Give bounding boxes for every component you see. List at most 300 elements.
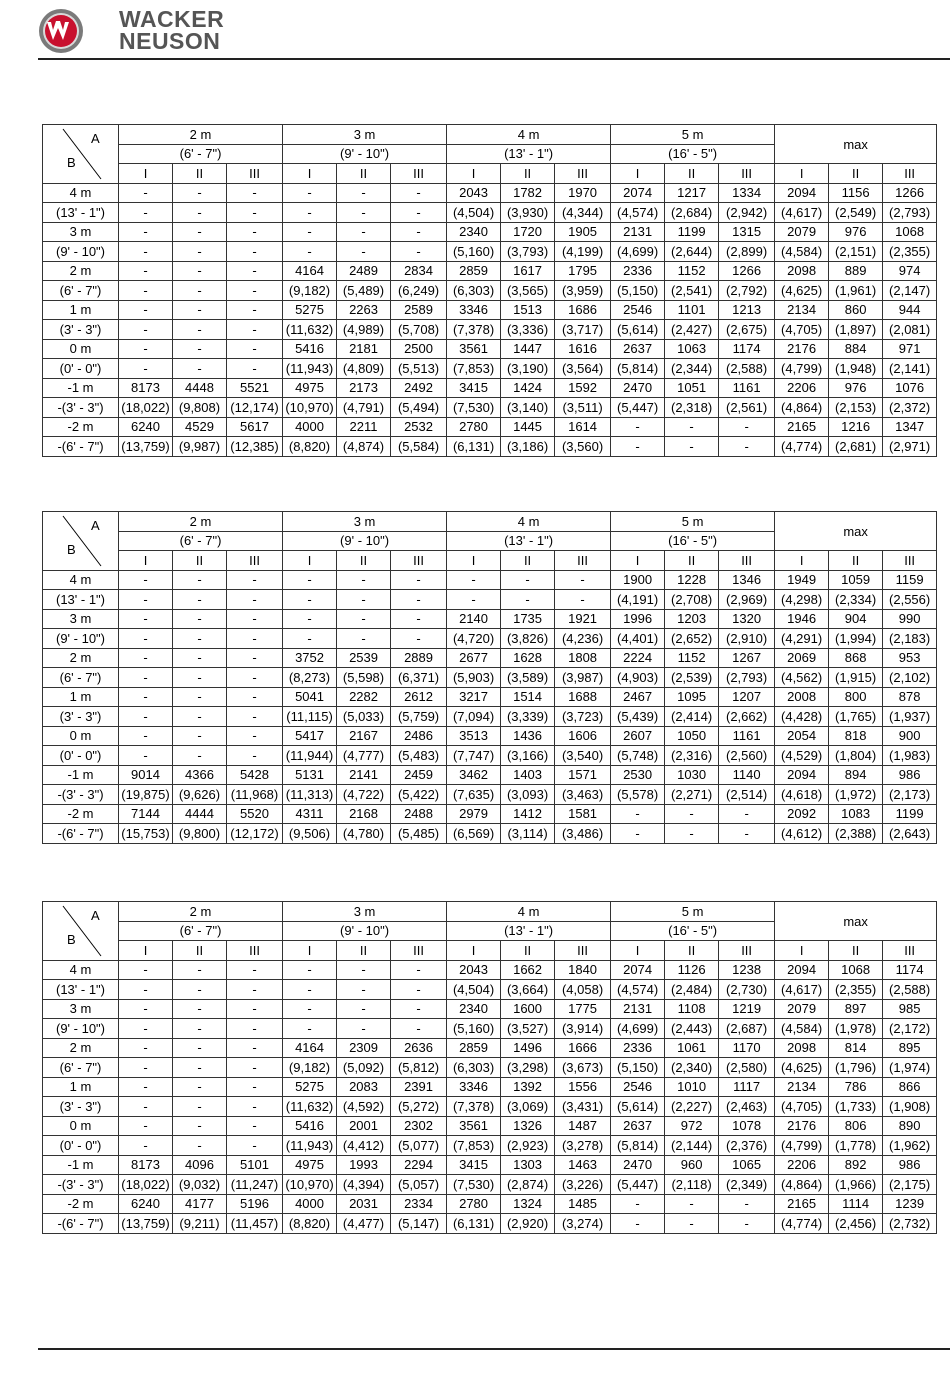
load-value-cell: 1101 — [665, 300, 719, 320]
load-value-cell: (3,511) — [555, 398, 611, 418]
table-row — [43, 1136, 937, 1156]
row-label: 0 m — [43, 1116, 119, 1136]
load-value-cell: 890 — [883, 1116, 937, 1136]
table-row — [43, 1116, 937, 1136]
sub-column-header: III — [719, 941, 775, 961]
load-value-cell: (5,447) — [611, 398, 665, 418]
table-row — [43, 339, 937, 359]
load-value-cell: (4,617) — [775, 203, 829, 223]
load-value-cell: 2612 — [391, 687, 447, 707]
load-value-cell: 1720 — [501, 222, 555, 242]
corner-cell — [43, 125, 119, 184]
load-value-cell: 2043 — [447, 183, 501, 203]
load-value-cell: - — [173, 980, 227, 1000]
table-row — [43, 1175, 937, 1195]
load-value-cell: (4,344) — [555, 203, 611, 223]
load-value-cell: (4,791) — [337, 398, 391, 418]
load-value-cell: 2165 — [775, 417, 829, 437]
load-value-cell: 972 — [665, 1116, 719, 1136]
load-value-cell: (11,943) — [283, 359, 337, 379]
load-value-cell: (2,971) — [883, 437, 937, 457]
load-value-cell: 2054 — [775, 726, 829, 746]
row-label: (13' - 1") — [43, 590, 119, 610]
load-value-cell: (9,800) — [173, 824, 227, 844]
radius-group-metric: 2 m — [119, 902, 283, 922]
load-value-cell: 1083 — [829, 804, 883, 824]
load-value-cell: 1203 — [665, 609, 719, 629]
load-value-cell: 1782 — [501, 183, 555, 203]
row-label: 1 m — [43, 1077, 119, 1097]
sub-column-header: II — [337, 941, 391, 961]
sub-column-header: I — [119, 941, 173, 961]
load-value-cell: (3,540) — [555, 746, 611, 766]
load-value-cell: (2,349) — [719, 1175, 775, 1195]
load-value-cell: (3,673) — [555, 1058, 611, 1078]
load-value-cell: (1,765) — [829, 707, 883, 727]
row-label: 1 m — [43, 300, 119, 320]
load-value-cell: (3,114) — [501, 824, 555, 844]
load-value-cell: 7144 — [119, 804, 173, 824]
table-row — [43, 687, 937, 707]
load-value-cell: (4,780) — [337, 824, 391, 844]
load-value-cell: 2165 — [775, 1194, 829, 1214]
load-value-cell: 4975 — [283, 1155, 337, 1175]
load-value-cell: (1,796) — [829, 1058, 883, 1078]
corner-label-b: B — [67, 155, 76, 170]
load-value-cell: 1199 — [883, 804, 937, 824]
load-value-cell: (6,303) — [447, 1058, 501, 1078]
load-value-cell: - — [227, 1097, 283, 1117]
load-value-cell: (2,081) — [883, 320, 937, 340]
load-value-cell: 1592 — [555, 378, 611, 398]
load-value-cell: (2,923) — [501, 1136, 555, 1156]
load-value-cell: - — [173, 339, 227, 359]
load-value-cell: (3,069) — [501, 1097, 555, 1117]
corner-cell — [43, 902, 119, 961]
load-value-cell: - — [719, 417, 775, 437]
load-value-cell: 1050 — [665, 726, 719, 746]
load-value-cell: 2181 — [337, 339, 391, 359]
load-value-cell: (2,681) — [829, 437, 883, 457]
load-value-cell: (4,504) — [447, 980, 501, 1000]
load-value-cell: 2282 — [337, 687, 391, 707]
sub-column-header: I — [283, 941, 337, 961]
radius-group-metric: 4 m — [447, 125, 611, 145]
load-value-cell: 1140 — [719, 765, 775, 785]
load-value-cell: (11,313) — [283, 785, 337, 805]
row-label: (13' - 1") — [43, 203, 119, 223]
load-value-cell: - — [173, 999, 227, 1019]
load-value-cell: - — [283, 242, 337, 262]
load-value-cell: (5,422) — [391, 785, 447, 805]
load-value-cell: (6,303) — [447, 281, 501, 301]
load-value-cell: 786 — [829, 1077, 883, 1097]
row-label: -1 m — [43, 378, 119, 398]
row-label: (0' - 0") — [43, 359, 119, 379]
load-value-cell: - — [447, 570, 501, 590]
load-value-cell: (3,339) — [501, 707, 555, 727]
sub-column-header: III — [883, 941, 937, 961]
load-value-cell: 944 — [883, 300, 937, 320]
load-value-cell: 814 — [829, 1038, 883, 1058]
load-value-cell: (2,271) — [665, 785, 719, 805]
load-value-cell: 8173 — [119, 1155, 173, 1175]
load-value-cell: (2,684) — [665, 203, 719, 223]
load-value-cell: 1617 — [501, 261, 555, 281]
row-label: (13' - 1") — [43, 980, 119, 1000]
load-value-cell: - — [173, 183, 227, 203]
sub-column-header: I — [775, 164, 829, 184]
load-value-cell: - — [227, 320, 283, 340]
load-value-cell: (2,793) — [719, 668, 775, 688]
load-value-cell: (11,247) — [227, 1175, 283, 1195]
load-value-cell: 2637 — [611, 1116, 665, 1136]
load-value-cell: - — [337, 609, 391, 629]
load-value-cell: - — [173, 242, 227, 262]
load-value-cell: (4,291) — [775, 629, 829, 649]
sub-column-header: II — [501, 551, 555, 571]
table-row — [43, 707, 937, 727]
load-value-cell: 1496 — [501, 1038, 555, 1058]
load-value-cell: (7,378) — [447, 1097, 501, 1117]
load-value-cell: (2,227) — [665, 1097, 719, 1117]
load-value-cell: 974 — [883, 261, 937, 281]
load-value-cell: (9,987) — [173, 437, 227, 457]
load-value-cell: (2,588) — [883, 980, 937, 1000]
load-value-cell: 2530 — [611, 765, 665, 785]
load-value-cell: (3,166) — [501, 746, 555, 766]
load-value-cell: - — [719, 804, 775, 824]
load-table-3 — [42, 901, 937, 1234]
load-value-cell: (5,272) — [391, 1097, 447, 1117]
page-header — [0, 0, 950, 60]
load-value-cell: (11,944) — [283, 746, 337, 766]
corner-label-a: A — [91, 131, 100, 146]
load-value-cell: - — [447, 590, 501, 610]
sub-column-header: III — [883, 164, 937, 184]
load-value-cell: 5275 — [283, 300, 337, 320]
load-value-cell: - — [173, 1116, 227, 1136]
load-value-cell: - — [119, 1038, 173, 1058]
load-value-cell: 897 — [829, 999, 883, 1019]
load-value-cell: (5,748) — [611, 746, 665, 766]
load-value-cell: 1921 — [555, 609, 611, 629]
sub-column-header: I — [611, 164, 665, 184]
load-value-cell: - — [611, 437, 665, 457]
load-value-cell: 4096 — [173, 1155, 227, 1175]
load-value-cell: (3,093) — [501, 785, 555, 805]
load-value-cell: (5,614) — [611, 320, 665, 340]
sub-column-header: III — [719, 164, 775, 184]
load-value-cell: 2309 — [337, 1038, 391, 1058]
load-value-cell: (5,494) — [391, 398, 447, 418]
row-label: (6' - 7") — [43, 668, 119, 688]
load-value-cell: (3,463) — [555, 785, 611, 805]
load-value-cell: (2,340) — [665, 1058, 719, 1078]
load-value-cell: - — [173, 1019, 227, 1039]
load-value-cell: 1068 — [883, 222, 937, 242]
load-value-cell: (4,412) — [337, 1136, 391, 1156]
load-value-cell: (4,562) — [775, 668, 829, 688]
load-value-cell: (2,541) — [665, 281, 719, 301]
load-value-cell: (3,564) — [555, 359, 611, 379]
load-value-cell: - — [173, 1058, 227, 1078]
load-value-cell: 2131 — [611, 999, 665, 1019]
load-value-cell: (2,910) — [719, 629, 775, 649]
load-value-cell: (2,644) — [665, 242, 719, 262]
row-label: 4 m — [43, 570, 119, 590]
load-value-cell: 2141 — [337, 765, 391, 785]
table-row — [43, 281, 937, 301]
radius-group-metric: 3 m — [283, 125, 447, 145]
load-value-cell: - — [119, 726, 173, 746]
load-value-cell: (11,632) — [283, 1097, 337, 1117]
load-value-cell: (9,211) — [173, 1214, 227, 1234]
load-value-cell: - — [391, 629, 447, 649]
row-label: 1 m — [43, 687, 119, 707]
load-value-cell: 878 — [883, 687, 937, 707]
load-value-cell: - — [283, 629, 337, 649]
load-value-cell: 2008 — [775, 687, 829, 707]
load-value-cell: 2206 — [775, 378, 829, 398]
load-value-cell: - — [391, 203, 447, 223]
sub-column-header: II — [173, 941, 227, 961]
load-value-cell: 4975 — [283, 378, 337, 398]
load-value-cell: 1334 — [719, 183, 775, 203]
load-value-cell: - — [227, 183, 283, 203]
load-value-cell: 2979 — [447, 804, 501, 824]
load-value-cell: - — [283, 999, 337, 1019]
load-value-cell: - — [227, 570, 283, 590]
load-value-cell: 971 — [883, 339, 937, 359]
load-value-cell: (3,226) — [555, 1175, 611, 1195]
load-value-cell: 1392 — [501, 1077, 555, 1097]
load-value-cell: - — [337, 570, 391, 590]
load-value-cell: 1174 — [719, 339, 775, 359]
load-value-cell: (4,625) — [775, 281, 829, 301]
load-value-cell: - — [119, 1058, 173, 1078]
load-value-cell: 2859 — [447, 1038, 501, 1058]
load-value-cell: (7,530) — [447, 1175, 501, 1195]
row-label: 3 m — [43, 609, 119, 629]
load-value-cell: (8,820) — [283, 437, 337, 457]
corner-label-a: A — [91, 518, 100, 533]
load-value-cell: - — [337, 222, 391, 242]
load-value-cell: - — [119, 1136, 173, 1156]
load-value-cell: (4,574) — [611, 980, 665, 1000]
load-value-cell: 900 — [883, 726, 937, 746]
load-value-cell: 1347 — [883, 417, 937, 437]
load-value-cell: - — [337, 1019, 391, 1039]
sub-column-header: II — [173, 164, 227, 184]
load-value-cell: (18,022) — [119, 398, 173, 418]
load-value-cell: 1228 — [665, 570, 719, 590]
load-value-cell: (3,527) — [501, 1019, 555, 1039]
load-value-cell: (7,853) — [447, 1136, 501, 1156]
load-value-cell: 2470 — [611, 378, 665, 398]
load-value-cell: - — [391, 570, 447, 590]
row-label: (9' - 10") — [43, 1019, 119, 1039]
load-value-cell: - — [119, 999, 173, 1019]
load-value-cell: - — [119, 261, 173, 281]
load-value-cell: 1949 — [775, 570, 829, 590]
load-value-cell: 2486 — [391, 726, 447, 746]
load-value-cell: 868 — [829, 648, 883, 668]
corner-label-b: B — [67, 542, 76, 557]
load-value-cell: (4,394) — [337, 1175, 391, 1195]
table-row — [43, 203, 937, 223]
load-value-cell: (4,774) — [775, 1214, 829, 1234]
load-value-cell: (5,057) — [391, 1175, 447, 1195]
load-value-cell: - — [283, 590, 337, 610]
table-row — [43, 999, 937, 1019]
load-value-cell: 4448 — [173, 378, 227, 398]
load-value-cell: - — [173, 359, 227, 379]
radius-group-imperial: (9' - 10") — [283, 531, 447, 551]
load-value-cell: 1735 — [501, 609, 555, 629]
load-value-cell: (3,589) — [501, 668, 555, 688]
load-value-cell: (2,153) — [829, 398, 883, 418]
load-value-cell: 1600 — [501, 999, 555, 1019]
load-value-cell: (2,539) — [665, 668, 719, 688]
sub-column-header: II — [173, 551, 227, 571]
load-value-cell: (2,414) — [665, 707, 719, 727]
load-value-cell: 1156 — [829, 183, 883, 203]
load-value-cell: 1266 — [883, 183, 937, 203]
load-value-cell: - — [173, 300, 227, 320]
load-value-cell: - — [391, 590, 447, 610]
load-value-cell: 2069 — [775, 648, 829, 668]
load-value-cell: 8173 — [119, 378, 173, 398]
load-value-cell: 892 — [829, 1155, 883, 1175]
load-value-cell: 1403 — [501, 765, 555, 785]
load-value-cell: - — [119, 222, 173, 242]
load-value-cell: (5,614) — [611, 1097, 665, 1117]
row-label: 4 m — [43, 960, 119, 980]
load-value-cell: (2,874) — [501, 1175, 555, 1195]
row-label: 2 m — [43, 261, 119, 281]
load-value-cell: 4444 — [173, 804, 227, 824]
load-value-cell: 1114 — [829, 1194, 883, 1214]
load-value-cell: 3462 — [447, 765, 501, 785]
load-value-cell: - — [283, 222, 337, 242]
load-value-cell: 1840 — [555, 960, 611, 980]
load-value-cell: (3,723) — [555, 707, 611, 727]
load-value-cell: 2532 — [391, 417, 447, 437]
load-value-cell: 1219 — [719, 999, 775, 1019]
load-value-cell: 1078 — [719, 1116, 775, 1136]
load-value-cell: 2336 — [611, 1038, 665, 1058]
load-value-cell: 1315 — [719, 222, 775, 242]
sub-column-header: II — [665, 551, 719, 571]
sub-column-header: II — [501, 164, 555, 184]
sub-column-header: I — [447, 164, 501, 184]
load-value-cell: - — [119, 746, 173, 766]
sub-column-header: I — [447, 941, 501, 961]
load-value-cell: - — [391, 242, 447, 262]
load-value-cell: 2889 — [391, 648, 447, 668]
load-value-cell: 1267 — [719, 648, 775, 668]
load-value-cell: - — [227, 726, 283, 746]
load-value-cell: (5,708) — [391, 320, 447, 340]
load-value-cell: - — [337, 999, 391, 1019]
load-value-cell: - — [337, 183, 391, 203]
sub-column-header: I — [283, 164, 337, 184]
load-value-cell: 1993 — [337, 1155, 391, 1175]
load-value-cell: (2,388) — [829, 824, 883, 844]
load-value-cell: (19,875) — [119, 785, 173, 805]
load-value-cell: (4,989) — [337, 320, 391, 340]
load-table-1 — [42, 124, 937, 457]
load-value-cell: (2,652) — [665, 629, 719, 649]
brand-line-2: NEUSON — [119, 28, 221, 54]
load-value-cell: - — [227, 359, 283, 379]
load-value-cell: (9,808) — [173, 398, 227, 418]
load-value-cell: 1117 — [719, 1077, 775, 1097]
sub-column-header: I — [611, 551, 665, 571]
load-value-cell: (2,443) — [665, 1019, 719, 1039]
load-value-cell: 5101 — [227, 1155, 283, 1175]
sub-column-header: III — [391, 164, 447, 184]
load-value-cell: 2094 — [775, 765, 829, 785]
load-value-cell: - — [227, 980, 283, 1000]
brand-name — [119, 8, 224, 52]
row-label: (6' - 7") — [43, 281, 119, 301]
load-value-cell: 2098 — [775, 261, 829, 281]
load-value-cell: 1216 — [829, 417, 883, 437]
load-value-cell: 2168 — [337, 804, 391, 824]
row-label: 4 m — [43, 183, 119, 203]
load-value-cell: - — [227, 300, 283, 320]
load-value-cell: (4,625) — [775, 1058, 829, 1078]
load-value-cell: 2173 — [337, 378, 391, 398]
load-value-cell: - — [173, 746, 227, 766]
load-value-cell: 2492 — [391, 378, 447, 398]
load-value-cell: 818 — [829, 726, 883, 746]
load-value-cell: (1,966) — [829, 1175, 883, 1195]
load-value-cell: - — [611, 824, 665, 844]
load-value-cell: (4,809) — [337, 359, 391, 379]
load-value-cell: (4,618) — [775, 785, 829, 805]
max-header: max — [775, 512, 937, 551]
load-value-cell: (1,948) — [829, 359, 883, 379]
load-value-cell: 1213 — [719, 300, 775, 320]
load-value-cell: (2,173) — [883, 785, 937, 805]
load-value-cell: (6,569) — [447, 824, 501, 844]
load-value-cell: - — [227, 242, 283, 262]
load-value-cell: (2,144) — [665, 1136, 719, 1156]
load-value-cell: (2,183) — [883, 629, 937, 649]
load-value-cell: (2,316) — [665, 746, 719, 766]
load-value-cell: - — [119, 980, 173, 1000]
load-value-cell: (4,799) — [775, 359, 829, 379]
load-value-cell: 5416 — [283, 339, 337, 359]
load-value-cell: 2079 — [775, 999, 829, 1019]
load-value-cell: 2539 — [337, 648, 391, 668]
load-value-cell: - — [611, 1194, 665, 1214]
load-value-cell: (4,612) — [775, 824, 829, 844]
row-label: (3' - 3") — [43, 707, 119, 727]
load-value-cell: - — [119, 668, 173, 688]
sub-column-header: III — [391, 551, 447, 571]
sub-column-header: III — [227, 941, 283, 961]
load-value-cell: - — [173, 629, 227, 649]
radius-group-metric: 5 m — [611, 125, 775, 145]
load-value-cell: (3,664) — [501, 980, 555, 1000]
load-value-cell: 3513 — [447, 726, 501, 746]
load-value-cell: 1065 — [719, 1155, 775, 1175]
load-value-cell: (2,561) — [719, 398, 775, 418]
